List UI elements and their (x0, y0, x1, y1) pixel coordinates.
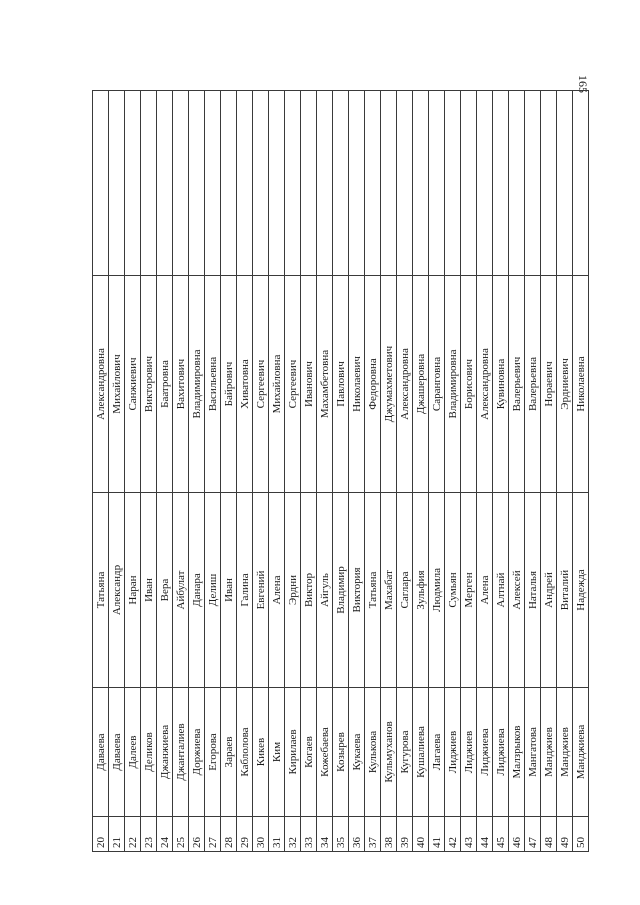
table-row (525, 91, 541, 852)
table-row (573, 91, 589, 852)
patronymic-cell: Владимировна (189, 276, 205, 493)
last-name-cell: Малзрыков (509, 688, 525, 817)
first-name-cell: Евгений (253, 493, 269, 688)
table-row (109, 91, 125, 852)
row-number-cell: 38 (381, 817, 397, 852)
last-name-cell: Лиджиева (477, 688, 493, 817)
row-number-cell: 33 (301, 817, 317, 852)
first-name-cell: Наран (125, 493, 141, 688)
last-name-cell: Лиджиев (461, 688, 477, 817)
first-name-cell: Сумьян (445, 493, 461, 688)
table-row (477, 91, 493, 852)
row-number-cell: 42 (445, 817, 461, 852)
first-name-cell: Виктор (301, 493, 317, 688)
first-name-cell: Айгуль (317, 493, 333, 688)
first-name-cell: Владимир (333, 493, 349, 688)
first-name-cell: Эрдни (285, 493, 301, 688)
last-name-cell: Кукаева (349, 688, 365, 817)
first-name-cell: Делиш (205, 493, 221, 688)
empty-cell (301, 91, 317, 276)
rotated-table-frame (92, 90, 587, 852)
last-name-cell: Кожебаева (317, 688, 333, 817)
row-number-cell: 32 (285, 817, 301, 852)
empty-cell (333, 91, 349, 276)
last-name-cell: Когаев (301, 688, 317, 817)
table-row (221, 91, 237, 852)
empty-cell (205, 91, 221, 276)
patronymic-cell: Михайловна (269, 276, 285, 493)
first-name-cell: Иван (141, 493, 157, 688)
patronymic-cell: Иванович (301, 276, 317, 493)
row-number-cell: 23 (141, 817, 157, 852)
last-name-cell: Мангатова (525, 688, 541, 817)
roster-table-wrapper (92, 90, 587, 852)
empty-cell (109, 91, 125, 276)
empty-cell (173, 91, 189, 276)
row-number-cell: 45 (493, 817, 509, 852)
table-row (141, 91, 157, 852)
patronymic-cell: Борисович (461, 276, 477, 493)
row-number-cell: 44 (477, 817, 493, 852)
patronymic-cell: Хиватовна (237, 276, 253, 493)
empty-cell (445, 91, 461, 276)
table-row (317, 91, 333, 852)
row-number-cell: 20 (93, 817, 109, 852)
first-name-cell: Александр (109, 493, 125, 688)
last-name-cell: Козырев (333, 688, 349, 817)
patronymic-cell: Михайлович (109, 276, 125, 493)
first-name-cell: Алена (269, 493, 285, 688)
first-name-cell: Айбулат (173, 493, 189, 688)
row-number-cell: 21 (109, 817, 125, 852)
first-name-cell: Надежда (573, 493, 589, 688)
patronymic-cell: Сергеевич (253, 276, 269, 493)
patronymic-cell: Вахитович (173, 276, 189, 493)
row-number-cell: 50 (573, 817, 589, 852)
first-name-cell: Наталья (525, 493, 541, 688)
table-row (557, 91, 573, 852)
patronymic-cell: Джашеровна (413, 276, 429, 493)
empty-cell (397, 91, 413, 276)
table-row (541, 91, 557, 852)
first-name-cell: Саглара (397, 493, 413, 688)
row-number-cell: 41 (429, 817, 445, 852)
patronymic-cell: Кувиновна (493, 276, 509, 493)
table-row (285, 91, 301, 852)
row-number-cell: 37 (365, 817, 381, 852)
empty-cell (461, 91, 477, 276)
patronymic-cell: Валерьевич (509, 276, 525, 493)
patronymic-cell: Александровна (93, 276, 109, 493)
row-number-cell: 36 (349, 817, 365, 852)
last-name-cell: Даваева (109, 688, 125, 817)
table-row (269, 91, 285, 852)
last-name-cell: Лиджиев (445, 688, 461, 817)
patronymic-cell: Баатровна (157, 276, 173, 493)
row-number-cell: 46 (509, 817, 525, 852)
last-name-cell: Лагаева (429, 688, 445, 817)
row-number-cell: 40 (413, 817, 429, 852)
first-name-cell: Людмила (429, 493, 445, 688)
last-name-cell: Зараев (221, 688, 237, 817)
page-number: 165 (576, 75, 590, 93)
empty-cell (381, 91, 397, 276)
empty-cell (541, 91, 557, 276)
last-name-cell: Лиджиева (493, 688, 509, 817)
patronymic-cell: Нораевич (541, 276, 557, 493)
patronymic-cell: Викторович (141, 276, 157, 493)
first-name-cell: Вера (157, 493, 173, 688)
first-name-cell: Иван (221, 493, 237, 688)
last-name-cell: Даваева (93, 688, 109, 817)
row-number-cell: 47 (525, 817, 541, 852)
empty-cell (93, 91, 109, 276)
last-name-cell: Джанжиева (157, 688, 173, 817)
first-name-cell: Виталий (557, 493, 573, 688)
row-number-cell: 30 (253, 817, 269, 852)
patronymic-cell: Федоровна (365, 276, 381, 493)
patronymic-cell: Николаевна (573, 276, 589, 493)
row-number-cell: 49 (557, 817, 573, 852)
table-row (253, 91, 269, 852)
patronymic-cell: Сергеевич (285, 276, 301, 493)
last-name-cell: Джанталиев (173, 688, 189, 817)
first-name-cell: Татьяна (93, 493, 109, 688)
first-name-cell: Галина (237, 493, 253, 688)
table-row (237, 91, 253, 852)
table-row (301, 91, 317, 852)
table-row (413, 91, 429, 852)
first-name-cell: Махабат (381, 493, 397, 688)
table-row (509, 91, 525, 852)
roster-table-body (93, 91, 589, 852)
table-row (397, 91, 413, 852)
row-number-cell: 22 (125, 817, 141, 852)
table-row (173, 91, 189, 852)
table-row (461, 91, 477, 852)
patronymic-cell: Павлович (333, 276, 349, 493)
row-number-cell: 43 (461, 817, 477, 852)
last-name-cell: Манджиев (541, 688, 557, 817)
table-row (189, 91, 205, 852)
empty-cell (285, 91, 301, 276)
first-name-cell: Алтнай (493, 493, 509, 688)
last-name-cell: Кулькова (365, 688, 381, 817)
empty-cell (221, 91, 237, 276)
empty-cell (189, 91, 205, 276)
patronymic-cell: Джумахметович (381, 276, 397, 493)
table-row (349, 91, 365, 852)
last-name-cell: Манджиев (557, 688, 573, 817)
last-name-cell: Каблолова (237, 688, 253, 817)
empty-cell (237, 91, 253, 276)
row-number-cell: 25 (173, 817, 189, 852)
first-name-cell: Зульфия (413, 493, 429, 688)
row-number-cell: 34 (317, 817, 333, 852)
patronymic-cell: Санжиевич (125, 276, 141, 493)
table-row (125, 91, 141, 852)
first-name-cell: Андрей (541, 493, 557, 688)
patronymic-cell: Александровна (477, 276, 493, 493)
row-number-cell: 27 (205, 817, 221, 852)
empty-cell (317, 91, 333, 276)
first-name-cell: Алена (477, 493, 493, 688)
last-name-cell: Деликов (141, 688, 157, 817)
row-number-cell: 24 (157, 817, 173, 852)
patronymic-cell: Эрдниевич (557, 276, 573, 493)
first-name-cell: Мерген (461, 493, 477, 688)
row-number-cell: 39 (397, 817, 413, 852)
row-number-cell: 28 (221, 817, 237, 852)
empty-cell (525, 91, 541, 276)
empty-cell (477, 91, 493, 276)
patronymic-cell: Валерьевна (525, 276, 541, 493)
first-name-cell: Данара (189, 493, 205, 688)
patronymic-cell: Николаевич (349, 276, 365, 493)
patronymic-cell: Махамбетовна (317, 276, 333, 493)
last-name-cell: Манджиева (573, 688, 589, 817)
row-number-cell: 35 (333, 817, 349, 852)
last-name-cell: Кикев (253, 688, 269, 817)
empty-cell (557, 91, 573, 276)
table-row (429, 91, 445, 852)
first-name-cell: Виктория (349, 493, 365, 688)
row-number-cell: 29 (237, 817, 253, 852)
patronymic-cell: Байрович (221, 276, 237, 493)
row-number-cell: 48 (541, 817, 557, 852)
last-name-cell: Кирилаев (285, 688, 301, 817)
empty-cell (493, 91, 509, 276)
patronymic-cell: Саранговна (429, 276, 445, 493)
empty-cell (573, 91, 589, 276)
empty-cell (253, 91, 269, 276)
first-name-cell: Татьяна (365, 493, 381, 688)
row-number-cell: 31 (269, 817, 285, 852)
table-row (381, 91, 397, 852)
patronymic-cell: Александровна (397, 276, 413, 493)
empty-cell (157, 91, 173, 276)
last-name-cell: Далеев (125, 688, 141, 817)
roster-table (92, 90, 589, 852)
patronymic-cell: Васильевна (205, 276, 221, 493)
empty-cell (141, 91, 157, 276)
empty-cell (429, 91, 445, 276)
last-name-cell: Доржиева (189, 688, 205, 817)
first-name-cell: Алексей (509, 493, 525, 688)
last-name-cell: Кушалиева (413, 688, 429, 817)
table-row (205, 91, 221, 852)
last-name-cell: Кугурова (397, 688, 413, 817)
empty-cell (125, 91, 141, 276)
empty-cell (509, 91, 525, 276)
patronymic-cell: Владимировна (445, 276, 461, 493)
table-row (93, 91, 109, 852)
empty-cell (365, 91, 381, 276)
last-name-cell: Егорова (205, 688, 221, 817)
table-row (333, 91, 349, 852)
empty-cell (413, 91, 429, 276)
last-name-cell: Ким (269, 688, 285, 817)
table-row (445, 91, 461, 852)
table-row (157, 91, 173, 852)
empty-cell (269, 91, 285, 276)
last-name-cell: Кульмуханов (381, 688, 397, 817)
row-number-cell: 26 (189, 817, 205, 852)
empty-cell (349, 91, 365, 276)
table-row (365, 91, 381, 852)
table-row (493, 91, 509, 852)
